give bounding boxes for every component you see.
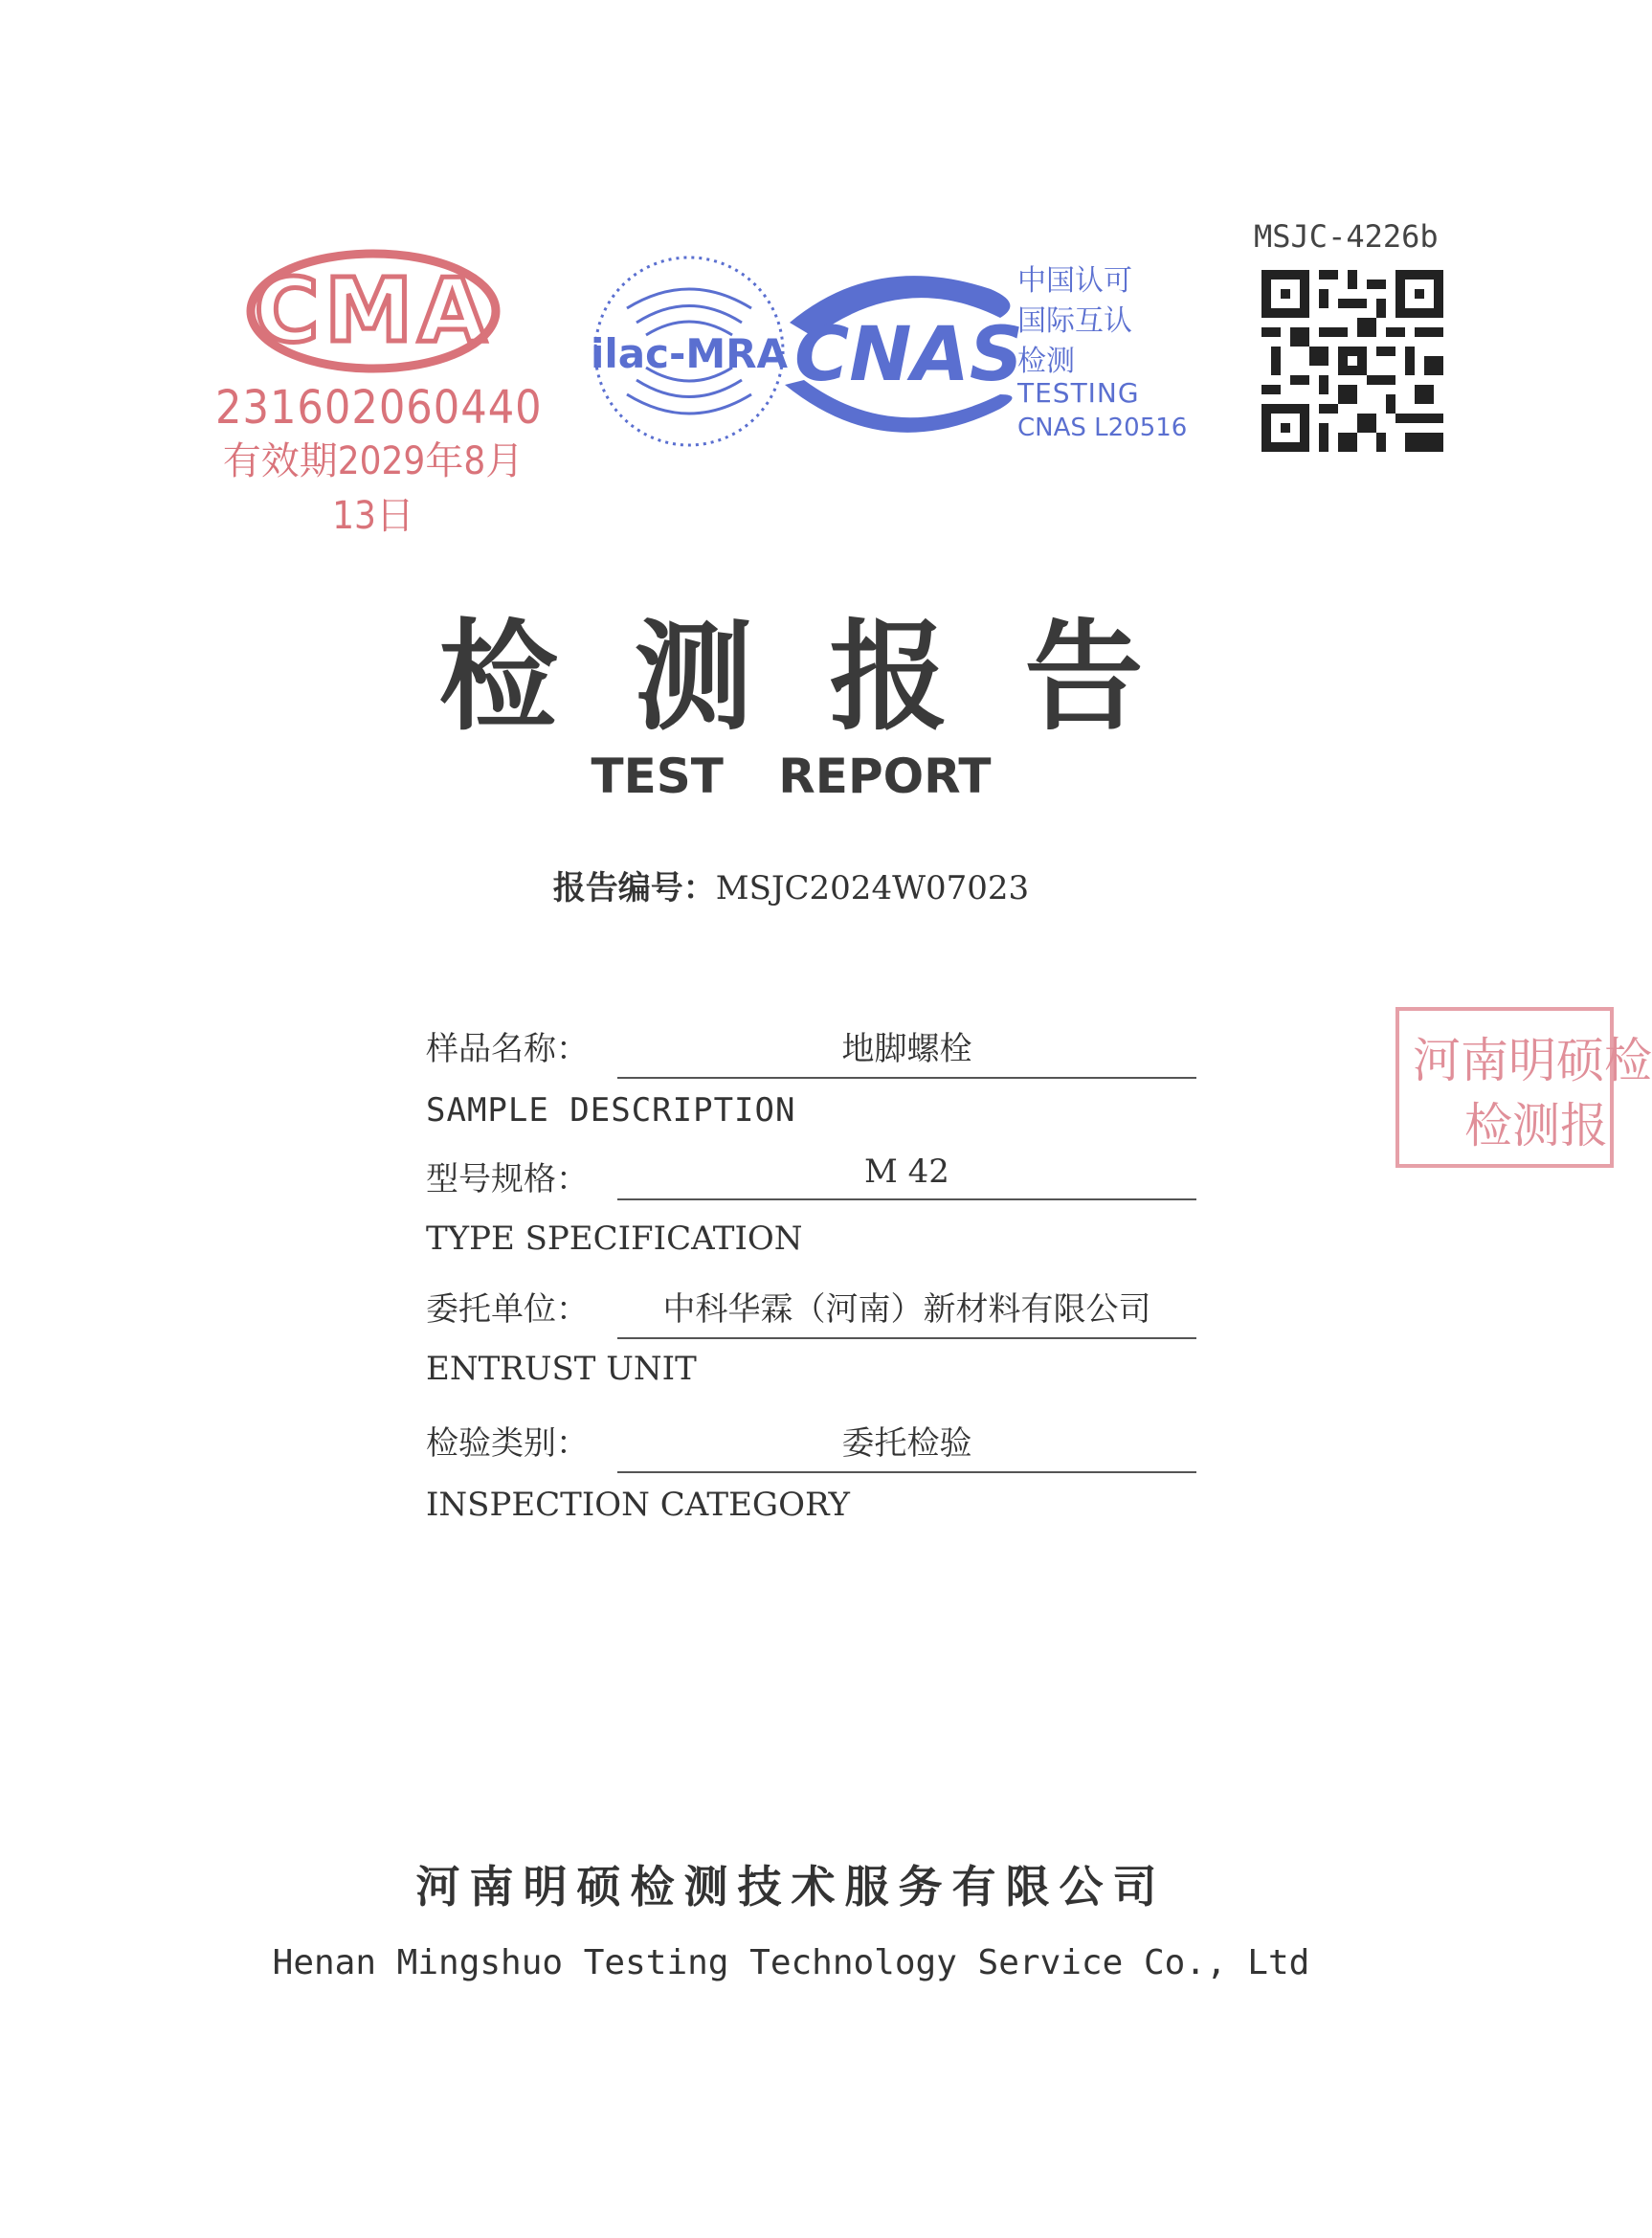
cnas-line-1: 中国认可 — [1017, 264, 1132, 298]
cnas-line-2: 国际互认 — [1017, 304, 1132, 338]
category-label-cn: 检验类别： — [426, 1424, 589, 1463]
sample-label-cn: 样品名称： — [426, 1030, 589, 1068]
cma-seal — [215, 247, 543, 538]
category-value: 委托检验 — [617, 1417, 1196, 1473]
entrust-label-cn: 委托单位： — [426, 1290, 589, 1329]
sample-label-en: SAMPLE DESCRIPTION — [426, 1091, 796, 1130]
title-cn: 检测报告 — [438, 608, 1220, 747]
ilac-logo-text: ilac-MRA — [590, 330, 789, 377]
title-en: TEST REPORT — [591, 749, 992, 804]
company-name-en: Henan Mingshuo Testing Technology Service Co., Ltd — [272, 1943, 1310, 1982]
type-label-cn: 型号规格： — [426, 1160, 589, 1198]
type-value: M 42 — [617, 1153, 1196, 1200]
cnas-line-3: 检测 — [1017, 345, 1075, 378]
side-stamp-line-2: 检测报 — [1464, 1098, 1608, 1153]
side-stamp-line-1: 河南明硕检 — [1413, 1033, 1652, 1088]
entrust-label-en: ENTRUST UNIT — [426, 1350, 697, 1388]
cnas-line-4: TESTING — [1017, 377, 1140, 409]
cma-logo-icon — [244, 247, 502, 376]
form-code: MSJC-4226b — [1254, 218, 1439, 255]
cnas-logo-text: CNAS — [794, 312, 1024, 398]
entrust-value: 中科华霖（河南）新材料有限公司 — [617, 1283, 1196, 1339]
cma-logo-text: CMA — [254, 259, 493, 362]
cnas-line-5: CNAS L20516 — [1017, 414, 1188, 442]
report-number-label: 报告编号： — [552, 869, 716, 907]
side-stamp — [1395, 1007, 1652, 1168]
cma-validity: 有效期2029年8月13日 — [222, 439, 525, 538]
report-number — [0, 862, 1582, 908]
report-number-value: MSJC2024W07023 — [715, 869, 1030, 907]
qr-code-icon — [1261, 270, 1443, 456]
type-label-en: TYPE SPECIFICATION — [426, 1220, 803, 1258]
company-name-cn: 河南明硕检测技术服务有限公司 — [415, 1861, 1167, 1913]
cma-number: 231602060440 — [215, 381, 543, 435]
sample-value: 地脚螺栓 — [617, 1022, 1196, 1079]
category-label-en: INSPECTION CATEGORY — [426, 1486, 850, 1524]
